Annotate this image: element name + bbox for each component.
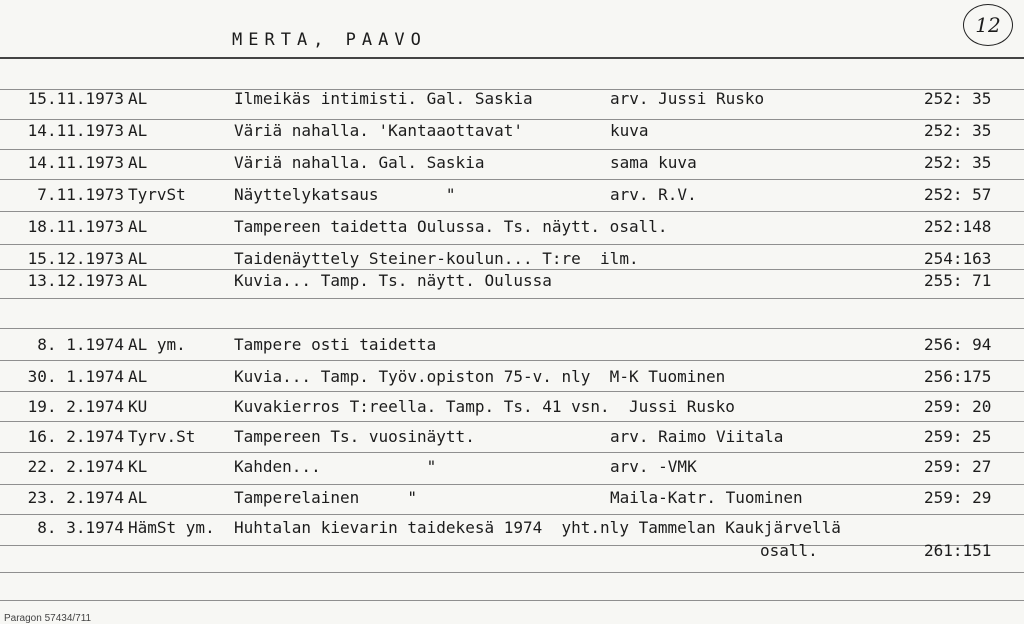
entry-date: 8. 1.1974: [37, 335, 124, 354]
continuation-row: [0, 541, 1024, 563]
entry-row: [0, 335, 1024, 357]
entry-extra: arv. Jussi Rusko: [610, 89, 765, 108]
entry-row: [0, 121, 1024, 143]
entry-date: 23. 2.1974: [27, 488, 124, 507]
entry-row: [0, 249, 1024, 271]
entry-date: 8. 3.1974: [37, 518, 124, 537]
entry-ref: 254:163: [924, 249, 992, 268]
entry-source: AL: [128, 271, 148, 290]
entry-text: Tamperelainen ": [234, 488, 418, 507]
entry-row: [0, 217, 1024, 239]
ruled-line: [0, 179, 1024, 180]
entry-extra: arv. Raimo Viitala: [610, 427, 784, 446]
entry-text: Kuvia... Tamp. Työv.opiston 75-v. nly M-K Tuominen: [234, 367, 726, 386]
continuation-text: osall.: [760, 541, 818, 560]
entry-source: Tyrv.St: [128, 427, 196, 446]
entry-source: KL: [128, 457, 148, 476]
entry-text: Tampere osti taidetta: [234, 335, 437, 354]
ruled-line: [0, 211, 1024, 212]
entry-extra: sama kuva: [610, 153, 697, 172]
entry-row: [0, 271, 1024, 293]
ruled-line: [0, 391, 1024, 392]
entry-date: 14.11.1973: [27, 121, 124, 140]
entry-ref: 255: 71: [924, 271, 992, 290]
entry-text: Väriä nahalla. 'Kantaaottavat': [234, 121, 523, 140]
entry-source: AL ym.: [128, 335, 186, 354]
entry-source: AL: [128, 249, 148, 268]
ruled-line: [0, 244, 1024, 245]
ruled-line: [0, 572, 1024, 573]
entry-text: Ilmeikäs intimisti. Gal. Saskia: [234, 89, 533, 108]
entry-extra: arv. -VMK: [610, 457, 697, 476]
entry-ref: 256:175: [924, 367, 992, 386]
entry-source: HämSt ym.: [128, 518, 215, 537]
entry-date: 15.12.1973: [27, 249, 124, 268]
ruled-line: [0, 328, 1024, 329]
entry-date: 14.11.1973: [27, 153, 124, 172]
entry-row: [0, 488, 1024, 510]
entry-ref: 259: 29: [924, 488, 992, 507]
entry-extra: arv. R.V.: [610, 185, 697, 204]
entry-source: AL: [128, 121, 148, 140]
ruled-line: [0, 360, 1024, 361]
entry-text: Kuvia... Tamp. Ts. näytt. Oulussa: [234, 271, 552, 290]
entry-row: [0, 185, 1024, 207]
entry-date: 19. 2.1974: [27, 397, 124, 416]
entry-source: AL: [128, 367, 148, 386]
entry-extra: kuva: [610, 121, 649, 140]
ruled-line: [0, 514, 1024, 515]
card-number: 12: [963, 4, 1013, 46]
entry-row: [0, 518, 1024, 540]
entry-ref: 259: 25: [924, 427, 992, 446]
entry-text: Tampereen taidetta Oulussa. Ts. näytt. osall.: [234, 217, 668, 236]
continuation-ref: 261:151: [924, 541, 992, 560]
entry-date: 13.12.1973: [27, 271, 124, 290]
entry-text: Väriä nahalla. Gal. Saskia: [234, 153, 485, 172]
entry-row: [0, 397, 1024, 419]
printer-mark: Paragon 57434/711: [4, 613, 92, 624]
entry-row: [0, 457, 1024, 479]
entry-ref: 259: 20: [924, 397, 992, 416]
entry-date: 30. 1.1974: [27, 367, 124, 386]
ruled-line: [0, 421, 1024, 422]
entry-text: Näyttelykatsaus ": [234, 185, 456, 204]
entry-text: Huhtalan kievarin taidekesä 1974 yht.nly Tammelan Kaukjärvellä: [234, 518, 841, 537]
entry-source: KU: [128, 397, 148, 416]
entry-row: [0, 427, 1024, 449]
entry-ref: 256: 94: [924, 335, 992, 354]
card-title: MERTA, PAAVO: [232, 30, 427, 50]
entry-text: Taidenäyttely Steiner-koulun... T:re ilm.: [234, 249, 639, 268]
ruled-line: [0, 149, 1024, 150]
entry-source: AL: [128, 153, 148, 172]
entry-date: 16. 2.1974: [27, 427, 124, 446]
entry-source: AL: [128, 488, 148, 507]
entry-date: 15.11.1973: [27, 89, 124, 108]
entry-source: AL: [128, 89, 148, 108]
entry-ref: 252: 35: [924, 121, 992, 140]
entry-row: [0, 89, 1024, 111]
entry-ref: 252:148: [924, 217, 992, 236]
entry-source: AL: [128, 217, 148, 236]
entry-text: Kuvakierros T:reella. Tamp. Ts. 41 vsn. Jussi Rusko: [234, 397, 735, 416]
entry-ref: 252: 35: [924, 89, 992, 108]
entry-date: 22. 2.1974: [27, 457, 124, 476]
entry-text: Tampereen Ts. vuosinäytt.: [234, 427, 475, 446]
entry-row: [0, 153, 1024, 175]
ruled-line: [0, 484, 1024, 485]
entry-row: [0, 367, 1024, 389]
entry-ref: 252: 57: [924, 185, 992, 204]
entry-text: Kahden... ": [234, 457, 437, 476]
header-rule: [0, 57, 1024, 59]
entry-ref: 252: 35: [924, 153, 992, 172]
entry-extra: Maila-Katr. Tuominen: [610, 488, 803, 507]
ruled-line: [0, 119, 1024, 120]
entry-date: 18.11.1973: [27, 217, 124, 236]
entry-date: 7.11.1973: [37, 185, 124, 204]
entry-ref: 259: 27: [924, 457, 992, 476]
ruled-line: [0, 600, 1024, 601]
ruled-line: [0, 298, 1024, 299]
ruled-line: [0, 452, 1024, 453]
entry-source: TyrvSt: [128, 185, 186, 204]
